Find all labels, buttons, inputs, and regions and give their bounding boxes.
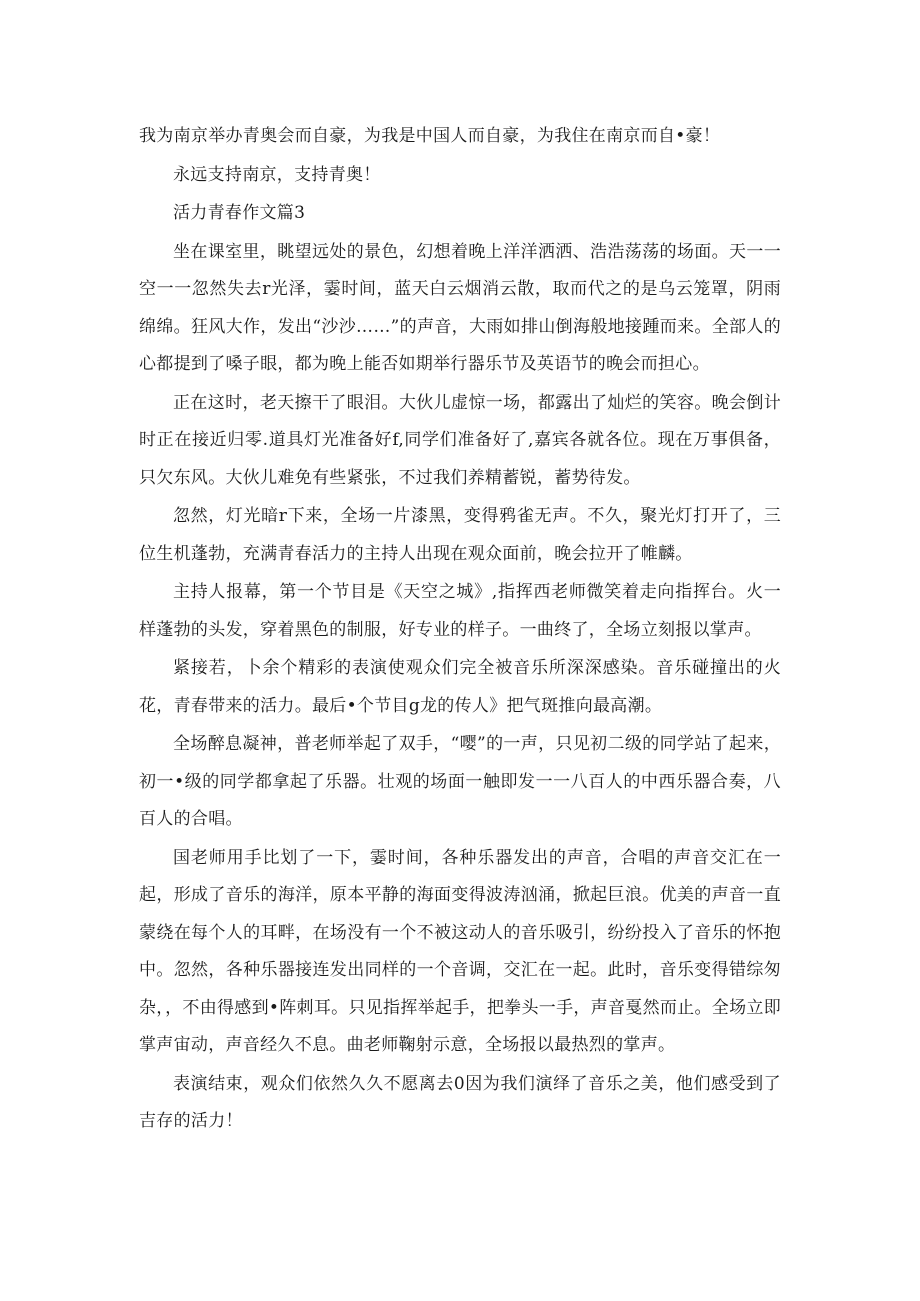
- paragraph-classroom: 坐在课室里，眺望远处的景色，幻想着晚上洋洋洒洒、浩浩荡荡的场面。天一一空一一忽然失去r光泽，霎时间，蓝天白云烟消云散，取而代之的是乌云笼罩，阴雨绵绵。狂风大作，发出“沙沙……”的声音，大雨如排山倒海般地接踵而来。全部人的心都提到了嗓子眼，都为晚上能否如期举行器乐节及英语节的晚会而担心。: [139, 241, 781, 374]
- document-page: [139, 118, 781, 1142]
- paragraph-performances: 紧接若，卜余个精彩的表演使观众们完全被音乐所深深感染。音乐碰撞出的火花，青春带来的活力。最后•个节目g龙的传人》把气斑推向最高潮。: [139, 658, 781, 716]
- paragraph-pride: 我为南京举办青奥会而自豪，为我是中国人而自豪，为我住在南京而自•豪！: [139, 126, 721, 146]
- paragraph-music-sea: 国老师用手比划了一下，霎时间，各种乐器发出的声音，合唱的声音交汇在一起，形成了音乐的海洋，原本平静的海面变得波涛汹涌，掀起巨浪。优美的声音一直蒙绕在每个人的耳畔，在场没有一个不被这动人的音乐吸引，纷纷投入了音乐的怀抱中。忽然，各种乐器接连发出同样的一个音调，交汇在一起。此时，音乐变得错综匆杂，，不由得感到•阵刺耳。只见指挥举起手，把拳头一手，声音戛然而止。全场立即掌声宙动，声音经久不息。曲老师鞠射示意，全场报以最热烈的掌声。: [139, 847, 781, 1055]
- essay-heading: 活力青春作文篇3: [173, 203, 306, 223]
- paragraph-silence: 全场醉息凝神，普老师举起了双手，“嘤”的一声，只见初二级的同学站了起来，初一•级的同学都拿起了乐器。壮观的场面一触即发一一八百人的中西乐器合奏，八百人的合唱。: [139, 734, 781, 829]
- paragraph-support: 永远支持南京，支持青奥！: [173, 164, 381, 185]
- paragraph-lights-dim: 忽然，灯光暗r下来，全场一片漆黑，变得鸦雀无声。不久，聚光灯打开了，三位生机蓬勃，充满青春活力的主持人出现在观众面前，晚会拉开了帷麟。: [139, 506, 781, 564]
- paragraph-rain-stops: 正在这时，老天擦干了眼泪。大伙儿虚惊一场，都露出了灿烂的笑容。晚会倒计时正在接近归零.道具灯光准备好f,同学们准备好了,嘉宾各就各位。现在万事俱备，只欠东风。大伙儿难免有些紧张，不过我们养精蓄锐，蓄势待发。: [139, 392, 781, 488]
- paragraph-first-program: 主持人报幕，第一个节目是《天空之城》,指挥西老师微笑着走向指挥台。火一样蓬勃的头发，穿着黑色的制服，好专业的样子。一曲终了，全场立刻报以掌声。: [139, 582, 781, 640]
- paragraph-ending: 表演结束，观众们依然久久不愿离去0因为我们演绎了音乐之美，他们感受到了吉存的活力！: [139, 1073, 781, 1131]
